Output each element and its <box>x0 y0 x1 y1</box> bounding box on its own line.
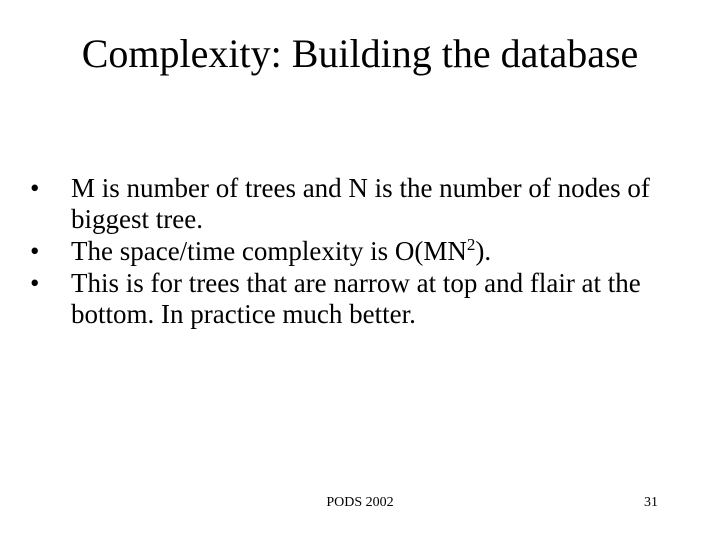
bullet-icon: • <box>30 173 40 203</box>
slide-title: Complexity: Building the database <box>81 31 639 76</box>
bullet-item <box>30 236 690 267</box>
bullet-item <box>30 268 690 330</box>
superscript-exponent: 2 <box>466 235 476 254</box>
bullet-icon: • <box>30 268 40 298</box>
bullet-list <box>30 173 690 331</box>
bullet-text: M is number of trees and N is the number of nodes of biggest tree. <box>71 173 650 234</box>
bullet-text: This is for trees that are narrow at top and flair at the bottom. In practice much better. <box>71 268 641 329</box>
bullet-text-part: ). <box>475 236 492 266</box>
bullet-icon: • <box>30 236 40 266</box>
bullet-text-part: The space/time complexity is O(MN <box>71 236 467 266</box>
bullet-item <box>30 173 690 235</box>
footer-page-number: 31 <box>644 495 658 510</box>
footer-conference: PODS 2002 <box>326 495 394 510</box>
bullet-text <box>71 236 491 266</box>
